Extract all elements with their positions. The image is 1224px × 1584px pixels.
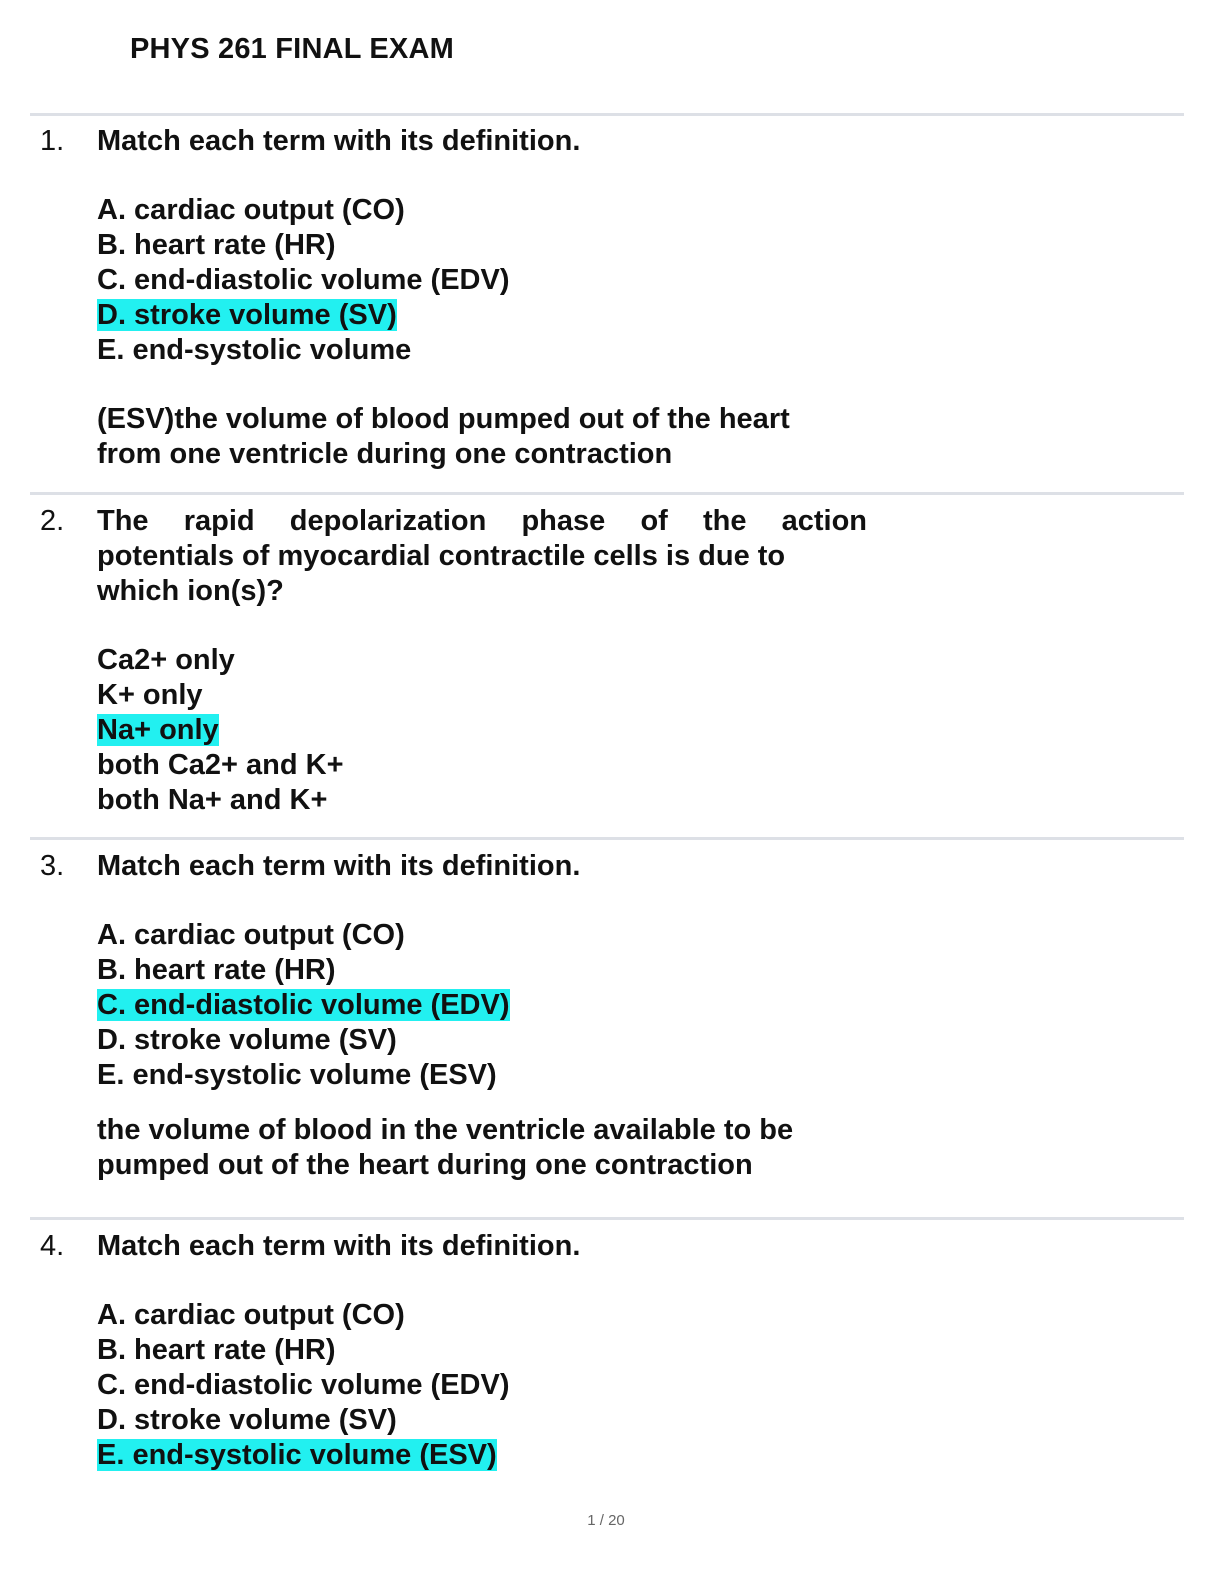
option-text: both Ca2+ and K+: [97, 749, 344, 781]
option-item: [97, 748, 867, 783]
option-item: [97, 1023, 867, 1058]
option-text: C. end-diastolic volume (EDV): [97, 989, 510, 1021]
option-text: A. cardiac output (CO): [97, 1299, 405, 1331]
question-body: [97, 124, 867, 472]
divider: [30, 113, 1184, 116]
options-list: [97, 1298, 867, 1473]
option-item: [97, 1403, 867, 1438]
divider: [30, 837, 1184, 840]
question-number: 4.: [40, 1230, 65, 1262]
page-indicator: 1 / 20: [587, 1512, 625, 1529]
definition-text: [97, 1113, 867, 1183]
definition-line: from one ventricle during one contraction: [97, 438, 673, 470]
option-item: [97, 643, 867, 678]
definition-text: [97, 402, 867, 472]
question-word: action: [781, 505, 867, 537]
option-item: [97, 263, 867, 298]
question-body: [97, 849, 867, 1183]
option-text: D. stroke volume (SV): [97, 1024, 397, 1056]
option-text: E. end-systolic volume: [97, 334, 412, 366]
option-item: [97, 1368, 867, 1403]
option-text: Ca2+ only: [97, 644, 235, 676]
option-text: A. cardiac output (CO): [97, 919, 405, 951]
option-item-highlighted: [97, 713, 867, 748]
option-item: [97, 193, 867, 228]
option-text: E. end-systolic volume (ESV): [97, 1059, 497, 1091]
option-text: D. stroke volume (SV): [97, 1404, 397, 1436]
option-text: C. end-diastolic volume (EDV): [97, 264, 510, 296]
definition-line: (ESV)the volume of blood pumped out of the heart: [97, 403, 790, 435]
options-list: [97, 193, 867, 368]
option-item: [97, 1058, 867, 1093]
option-text: both Na+ and K+: [97, 784, 328, 816]
option-item: [97, 228, 867, 263]
question-text-line: potentials of myocardial contractile cells is due to: [97, 540, 786, 572]
option-item-highlighted: [97, 1438, 867, 1473]
option-item: [97, 1333, 867, 1368]
option-text: E. end-systolic volume (ESV): [97, 1439, 497, 1471]
definition-line: pumped out of the heart during one contraction: [97, 1149, 753, 1181]
question-text-line: which ion(s)?: [97, 575, 284, 607]
option-item: [97, 678, 867, 713]
question-word: the: [702, 505, 747, 537]
divider: [30, 492, 1184, 495]
question-number: 2.: [40, 505, 65, 537]
option-text: D. stroke volume (SV): [97, 299, 397, 331]
question-number: 3.: [40, 850, 65, 882]
question-word: of: [640, 505, 668, 537]
option-text: C. end-diastolic volume (EDV): [97, 1369, 510, 1401]
option-item: [97, 1298, 867, 1333]
option-item-highlighted: [97, 988, 867, 1023]
page-title: PHYS 261 FINAL EXAM: [130, 33, 454, 65]
question-text: [97, 849, 867, 884]
option-item: [97, 783, 867, 818]
option-text: K+ only: [97, 679, 203, 711]
options-list: [97, 643, 867, 818]
option-text: Na+ only: [97, 714, 219, 746]
options-list: [97, 918, 867, 1093]
option-text: A. cardiac output (CO): [97, 194, 405, 226]
question-text: [97, 504, 867, 609]
divider: [30, 1217, 1184, 1220]
option-item: [97, 953, 867, 988]
question-text: [97, 1229, 867, 1264]
option-item: [97, 918, 867, 953]
question-number: 1.: [40, 125, 65, 157]
question-text-line: Match each term with its definition.: [97, 850, 581, 882]
question-text-line: Match each term with its definition.: [97, 1230, 581, 1262]
question-word: depolarization: [289, 505, 487, 537]
option-text: B. heart rate (HR): [97, 954, 336, 986]
definition-line: the volume of blood in the ventricle available to be: [97, 1114, 794, 1146]
option-item: [97, 333, 867, 368]
question-word: The: [97, 505, 149, 537]
option-item-highlighted: [97, 298, 867, 333]
question-text: [97, 124, 867, 159]
question-body: [97, 1229, 867, 1473]
question-word: phase: [521, 505, 606, 537]
option-text: B. heart rate (HR): [97, 229, 336, 261]
question-body: [97, 504, 867, 818]
question-text-line: Match each term with its definition.: [97, 125, 581, 157]
question-text-line: [97, 504, 867, 539]
option-text: B. heart rate (HR): [97, 1334, 336, 1366]
question-word: rapid: [183, 505, 255, 537]
